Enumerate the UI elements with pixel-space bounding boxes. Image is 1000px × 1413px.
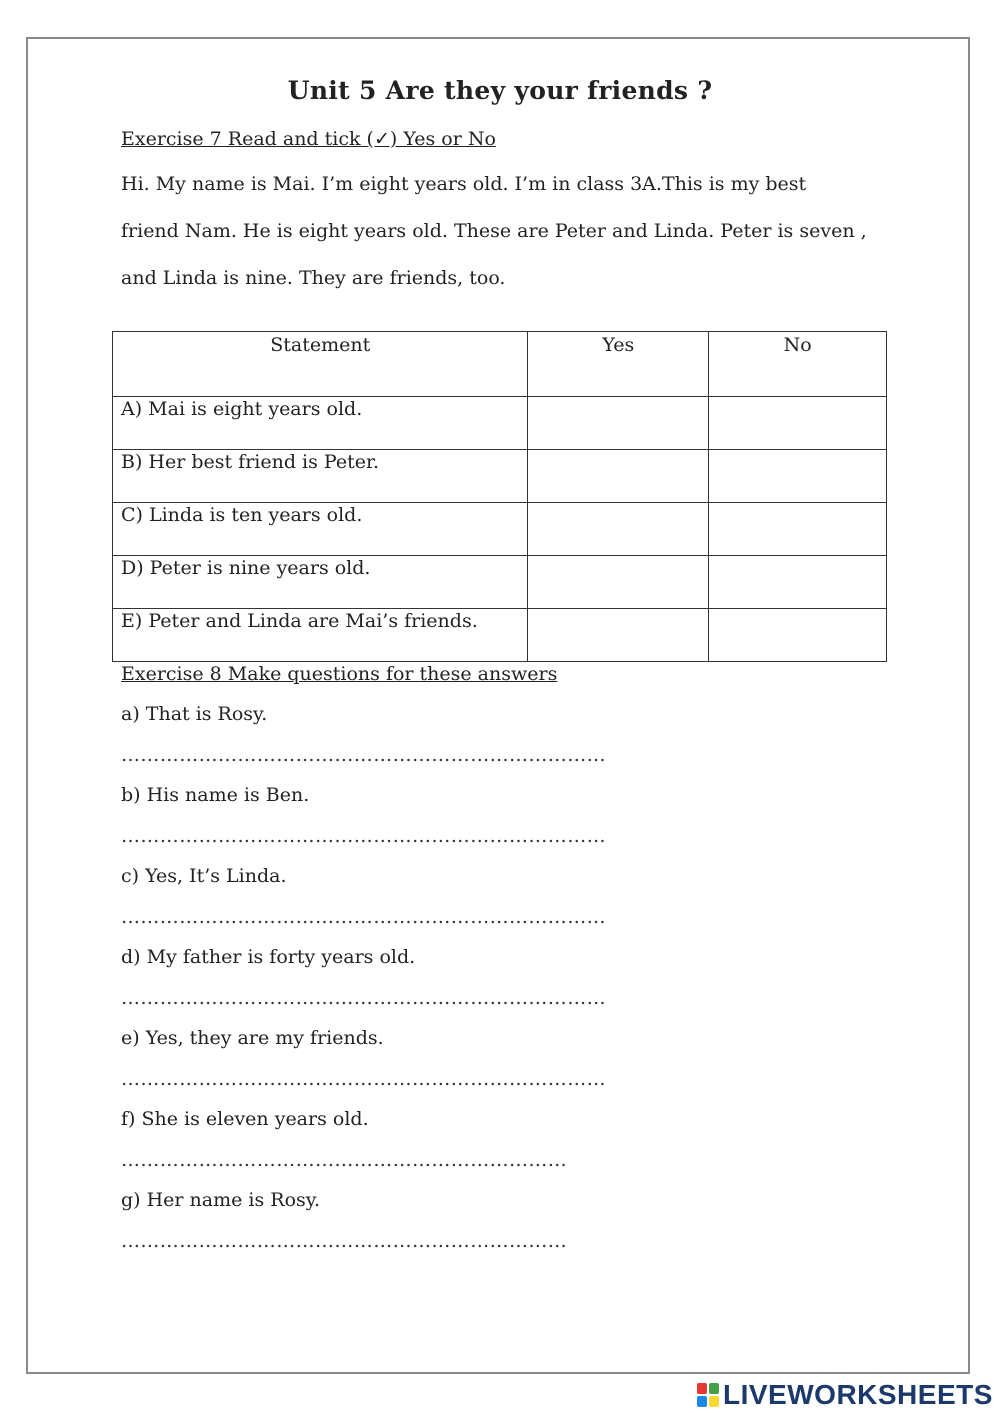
tick-table <box>112 331 887 662</box>
header-no: No <box>709 332 887 397</box>
question-input-e[interactable]: ………………………………………………………………… <box>121 1068 606 1090</box>
header-yes: Yes <box>528 332 709 397</box>
question-input-g[interactable]: …………………………………………………………… <box>121 1230 568 1252</box>
table-row <box>113 503 887 556</box>
table-row <box>113 397 887 450</box>
yes-tick-cell[interactable] <box>528 556 709 609</box>
yes-tick-cell[interactable] <box>528 397 709 450</box>
statement-cell: E) Peter and Linda are Mai’s friends. <box>113 609 528 662</box>
reading-paragraph-line: friend Nam. He is eight years old. These are Peter and Linda. Peter is seven , <box>121 220 867 242</box>
answer-prompt-a: a) That is Rosy. <box>121 703 268 725</box>
answer-prompt-e: e) Yes, they are my friends. <box>121 1027 384 1049</box>
no-tick-cell[interactable] <box>709 609 887 662</box>
question-input-c[interactable]: ………………………………………………………………… <box>121 906 606 928</box>
liveworksheets-logo <box>697 1378 993 1412</box>
exercise7-heading: Exercise 7 Read and tick (✓) Yes or No <box>121 128 496 150</box>
question-input-b[interactable]: ………………………………………………………………… <box>121 825 606 847</box>
statement-cell: C) Linda is ten years old. <box>113 503 528 556</box>
yes-tick-cell[interactable] <box>528 450 709 503</box>
no-tick-cell[interactable] <box>709 503 887 556</box>
logo-text: LIVEWORKSHEETS <box>723 1379 993 1410</box>
answer-prompt-c: c) Yes, It’s Linda. <box>121 865 287 887</box>
yes-tick-cell[interactable] <box>528 503 709 556</box>
table-row <box>113 450 887 503</box>
no-tick-cell[interactable] <box>709 450 887 503</box>
answer-prompt-b: b) His name is Ben. <box>121 784 310 806</box>
page-title: Unit 5 Are they your friends ? <box>287 76 713 105</box>
answer-prompt-f: f) She is eleven years old. <box>121 1108 369 1130</box>
exercise8-heading: Exercise 8 Make questions for these answers <box>121 663 558 685</box>
yes-tick-cell[interactable] <box>528 609 709 662</box>
statement-cell: B) Her best friend is Peter. <box>113 450 528 503</box>
reading-paragraph-line: Hi. My name is Mai. I’m eight years old. I’m in class 3A.This is my best <box>121 173 807 195</box>
answer-prompt-g: g) Her name is Rosy. <box>121 1189 321 1211</box>
answer-prompt-d: d) My father is forty years old. <box>121 946 416 968</box>
question-input-f[interactable]: …………………………………………………………… <box>121 1149 568 1171</box>
table-row <box>113 556 887 609</box>
reading-paragraph-line: and Linda is nine. They are friends, too. <box>121 267 506 289</box>
statement-cell: D) Peter is nine years old. <box>113 556 528 609</box>
statement-cell: A) Mai is eight years old. <box>113 397 528 450</box>
question-input-d[interactable]: ………………………………………………………………… <box>121 987 606 1009</box>
table-header-row <box>113 332 887 397</box>
header-statement: Statement <box>113 332 528 397</box>
no-tick-cell[interactable] <box>709 556 887 609</box>
no-tick-cell[interactable] <box>709 397 887 450</box>
question-input-a[interactable]: ………………………………………………………………… <box>121 744 606 766</box>
table-row <box>113 609 887 662</box>
logo-grid-icon <box>697 1383 719 1407</box>
